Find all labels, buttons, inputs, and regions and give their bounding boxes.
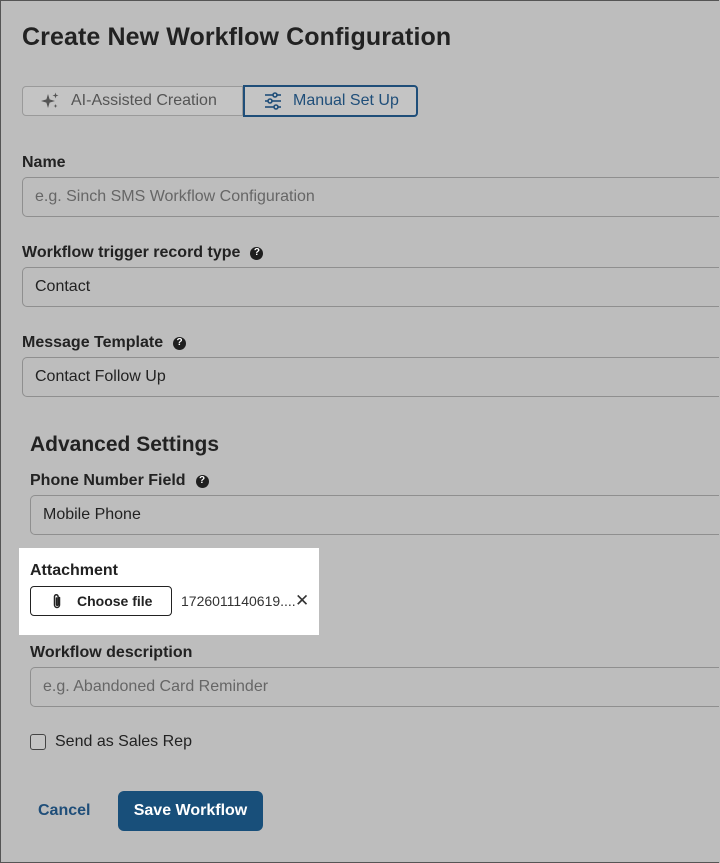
workflow-description-input[interactable] [30,667,719,707]
close-icon[interactable]: ✕ [295,591,310,610]
question-circle-icon[interactable]: ? [250,247,263,260]
manual-set-up-label: Manual Set Up [293,92,399,109]
choose-file-label: Choose file [77,593,153,609]
workflow-description-label [30,644,192,662]
attachment-label: Attachment [30,562,119,579]
send-as-sales-rep-checkbox[interactable] [30,734,46,750]
send-as-sales-rep-row[interactable] [30,733,192,751]
cancel-button[interactable]: Cancel [38,802,91,819]
trigger-record-type-select[interactable] [22,267,719,307]
manual-set-up-tab[interactable] [243,85,418,117]
question-circle-icon[interactable]: ? [196,475,209,488]
workflow-description-label-text: Workflow description [30,644,193,661]
trigger-record-type-value: Contact [35,278,91,295]
name-label-text: Name [22,154,66,171]
phone-number-field-label-text: Phone Number Field [30,472,186,489]
name-label [22,154,66,172]
name-input[interactable] [22,177,719,217]
trigger-record-type-label [22,244,263,262]
message-template-select[interactable] [22,357,719,397]
sliders-icon [263,92,283,110]
attachment-section [19,548,319,635]
workflow-description-placeholder: e.g. Abandoned Card Reminder [43,678,269,695]
creation-mode-toggle [22,86,418,118]
sparkles-icon [39,91,61,111]
trigger-record-type-label-text: Workflow trigger record type [22,244,241,261]
advanced-settings-title: Advanced Settings [30,433,220,456]
message-template-label-text: Message Template [22,334,164,351]
name-placeholder: e.g. Sinch SMS Workflow Configuration [35,188,315,205]
page-title: Create New Workflow Configuration [22,23,452,51]
phone-number-field-select[interactable] [30,495,719,535]
phone-number-field-value: Mobile Phone [43,506,141,523]
phone-number-field-label [30,472,209,490]
paperclip-icon [51,593,63,610]
attached-file-name: 1726011140619.... [181,593,296,609]
save-workflow-button[interactable]: Save Workflow [118,791,263,831]
message-template-label [22,334,186,352]
send-as-sales-rep-label: Send as Sales Rep [55,733,192,750]
message-template-value: Contact Follow Up [35,368,166,385]
ai-assisted-creation-label: AI-Assisted Creation [71,92,217,109]
ai-assisted-creation-tab[interactable] [22,86,243,116]
question-circle-icon[interactable]: ? [173,337,186,350]
choose-file-button[interactable] [30,586,172,616]
